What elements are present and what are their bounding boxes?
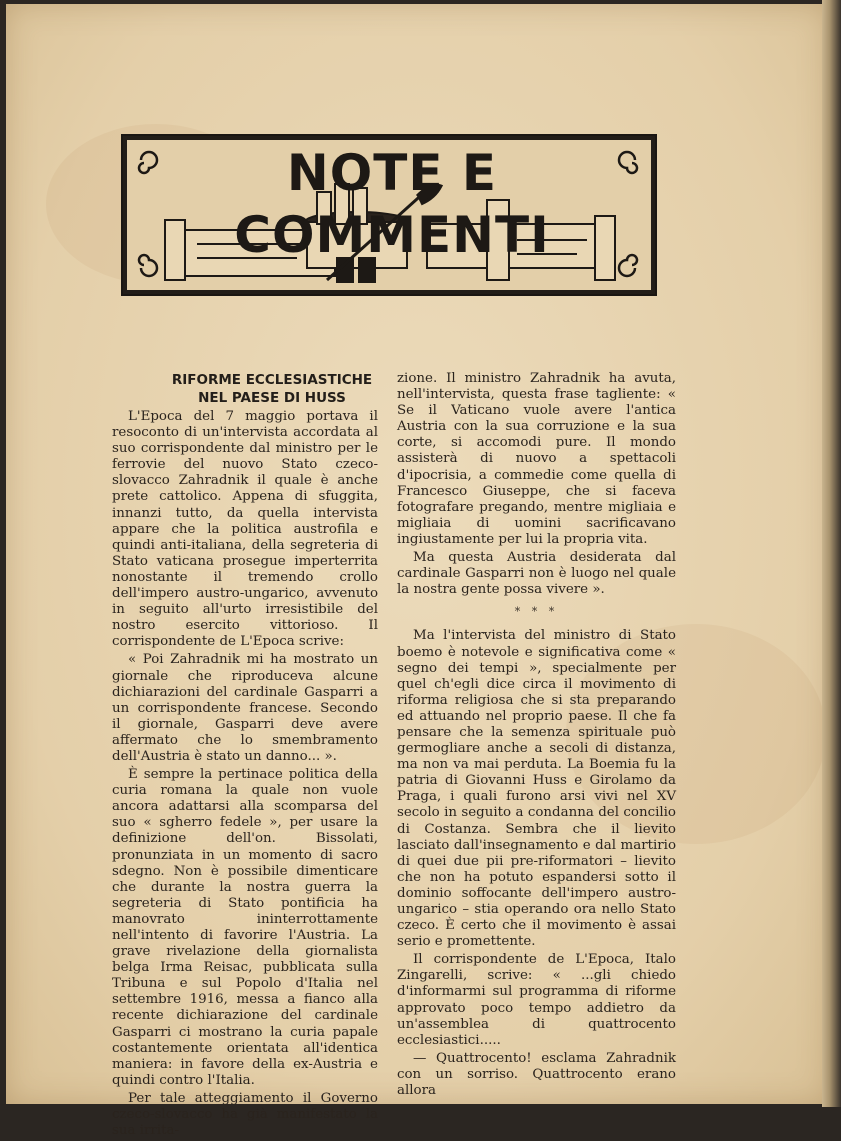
page-edge bbox=[822, 0, 841, 1107]
paragraph: L'Epoca del 7 maggio portava il resoconto di un'intervista accordata al suo corrispondente dal ministro per le ferrovie del nuovo Stato czeco-slovacco Zahradnik il quale è anche prete cattolico. Appena di sfuggita, innanzi tutto, da quella intervista appare che la politica austrofila e quindi anti-italiana, della segreteria di Stato vaticana prosegue imperterrita nonostante il tremendo crollo dell'impero austro-ungarico, avvenuto in seguito all'urto irresistibile del nostro esercito vittorioso. Il corrispondente de L'Epoca scrive: bbox=[112, 409, 378, 650]
paragraph: Per tale atteggiamento il Governo czeco-slovacco ha già manifestato la sua irrita- bbox=[112, 1090, 378, 1139]
paragraph: Il corrispondente de L'Epoca, Italo Zingarelli, scrive: « ...gli chiedo d'informarmi sul programma di riforme approvato poco tempo addietro da un'assemblea di quattrocento ecclesiastici..... bbox=[397, 952, 676, 1048]
paragraph: zione. Il ministro Zahradnik ha avuta, nell'intervista, questa frase tagliente: « Se il Vaticano vuole avere l'antica Austria con la sua corruzione e la sua corte, si accomodi pure. Il mondo assisterà di nuovo a spettacoli d'ipocrisia, a commedie come quella di Francesco Giuseppe, che si faceva fotografare pregando, mentre migliaia e migliaia di uomini sacrificavano ingiustamente per lui la propria vita. bbox=[397, 371, 676, 547]
heading-line-1: RIFORME ECCLESIASTICHE bbox=[171, 372, 373, 388]
paragraph: « Poi Zahradnik mi ha mostrato un giornale che riproduceva alcune dichiarazioni del cardinale Gasparri a un corrispondente francese. Secondo il giornale, Gasparri deve avere affermato che lo smembramento dell'Austria è stato un danno... ». bbox=[112, 652, 378, 764]
heading-line-2: NEL PAESE DI HUSS bbox=[198, 390, 346, 406]
paragraph: — Quattrocento! esclama Zahradnik con un sorriso. Quattrocento erano allora bbox=[397, 1050, 676, 1099]
paragraph: È sempre la pertinace politica della curia romana la quale non vuole ancora adattarsi alla scomparsa del suo « sgherro fedele », per usare la definizione dell'on. Bissolati, pronunziata in un momento di sacro sdegno. Non è possibile dimenticare che durante la nostra guerra la segreteria di Stato pontificia ha manovrato ininterrottamente nell'intento di favorire l'Austria. La grave rivelazione della giornalista belga Irma Reisac, pubblicata sulla Tribuna e sul Popolo d'Italia nel settembre 1916, messa a fianco alla recente dichiarazione del cardinale Gasparri ci mostrano la curia papale costantemente orientata all'identica maniera: in favore della ex-Austria e quindi contro l'Italia. bbox=[112, 767, 378, 1088]
article-heading bbox=[142, 371, 402, 407]
banner-title: NOTE E COMMENTI bbox=[234, 144, 550, 264]
section-separator: * * * bbox=[514, 605, 559, 619]
paragraph: Ma questa Austria desiderata dal cardinale Gasparri non è luogo nel quale la nostra gente possa vivere ». bbox=[397, 550, 676, 598]
header-banner bbox=[121, 134, 657, 296]
left-column bbox=[112, 409, 378, 1141]
paragraph: Ma l'intervista del ministro di Stato boemo è notevole e significativa come « segno dei tempi », specialmente per quel ch'egli dice circa il movimento di riforma religiosa che si sta preparando ed attuando nel proprio paese. Il che fa pensare che la semenza spirituale può germogliare anche a secoli di distanza, ma non va mai perduta. La Boemia fu la patria di Giovanni Huss e Girolamo da Praga, i quali furono arsi vivi nel XV secolo in seguito a condanna del concilio di Costanza. Sembra che il lievito lasciato dall'insegnamento e dal martirio di quei due pii pre-riformatori – lievito che non ha potuto espandersi sotto il dominio soffocante dell'impero austro-ungarico – stia operando ora nello Stato czeco. È certo che il movimento è assai serio e promettente. bbox=[397, 628, 676, 950]
right-column bbox=[397, 371, 676, 1101]
banner-panel bbox=[127, 140, 651, 290]
